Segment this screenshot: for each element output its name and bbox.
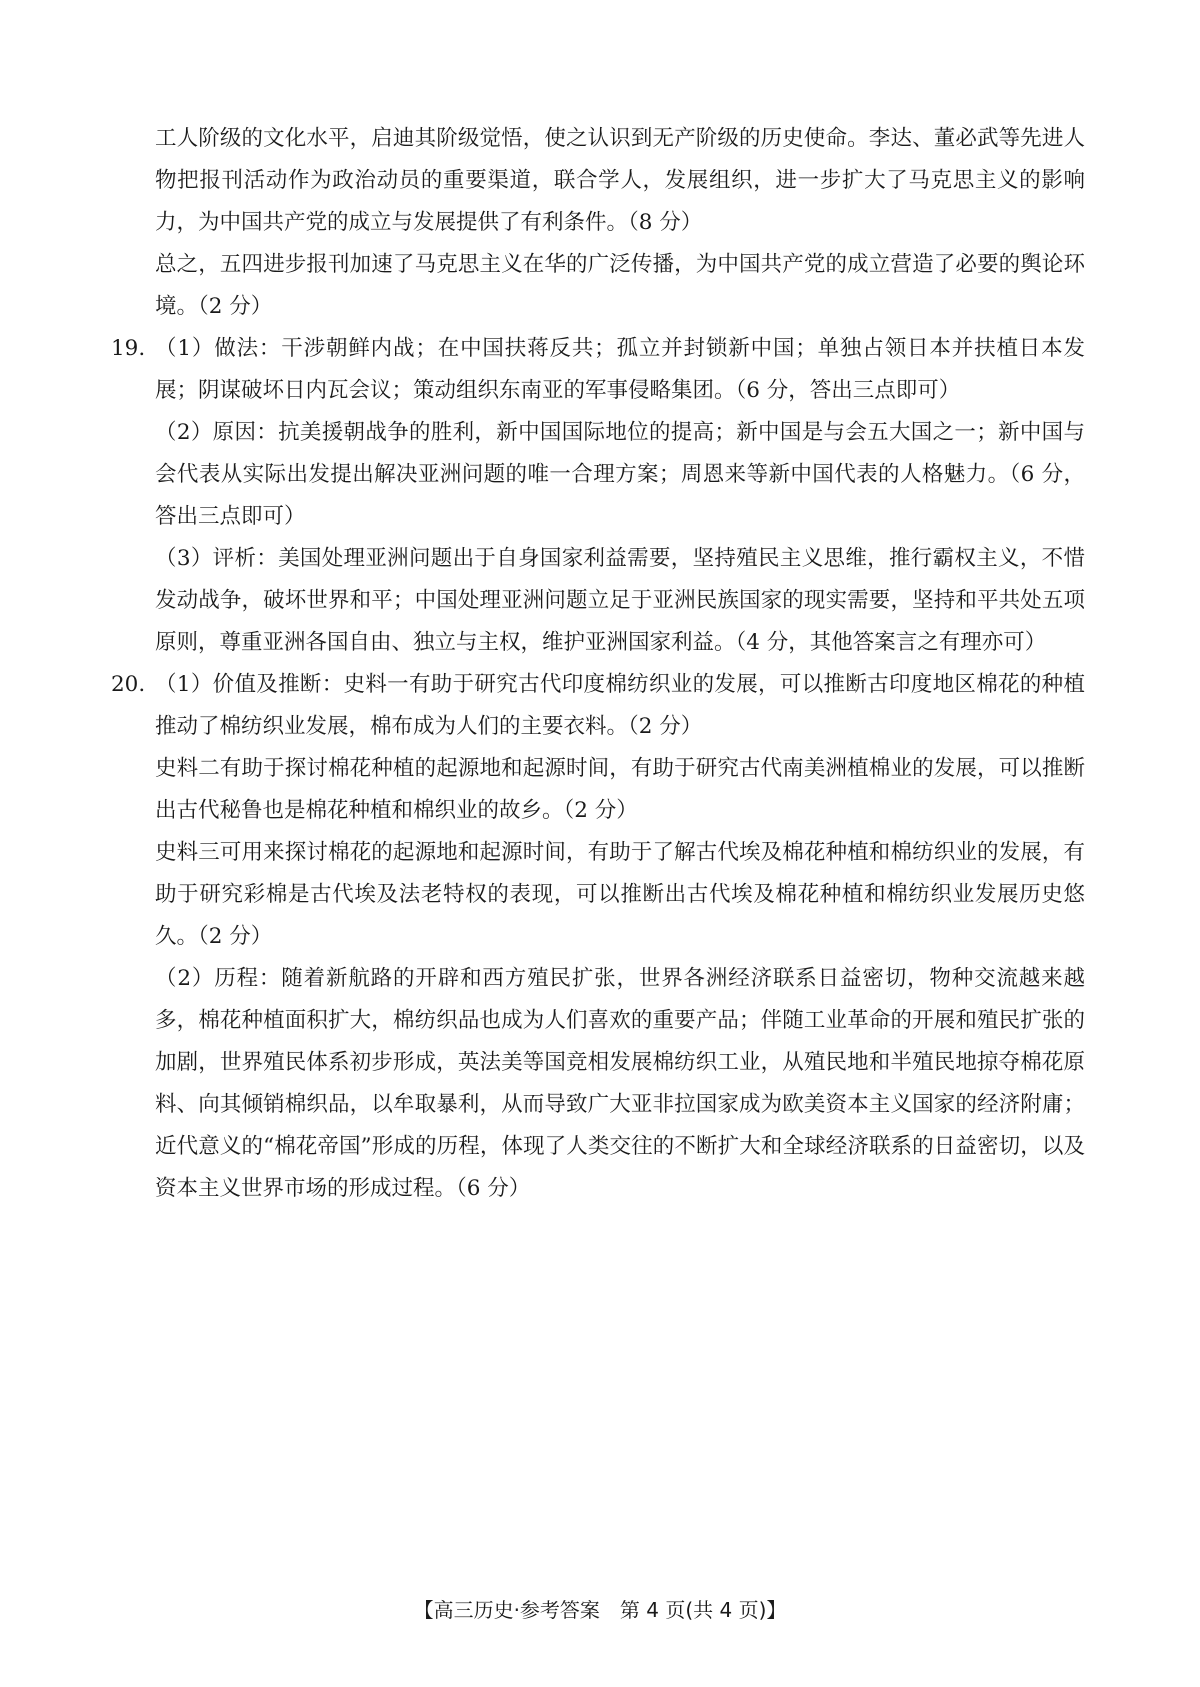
q19-answer-1: （1）做法：干涉朝鲜内战；在中国扶蒋反共；孤立并封锁新中国；单独占领日本并扶植日本发展；阴谋破坏日内瓦会议；策动组织东南亚的军事侵略集团。（6 分，答出三点即可） bbox=[155, 336, 1085, 403]
q19-answer-2: （2）原因：抗美援朝战争的胜利，新中国国际地位的提高；新中国是与会五大国之一；新中国与会代表从实际出发提出解决亚洲问题的唯一合理方案；周恩来等新中国代表的人格魅力。（6 分，答出三点即可） bbox=[155, 420, 1085, 529]
q20-answer-1-source-2: 史料二有助于探讨棉花种植的起源地和起源时间，有助于研究古代南美洲植棉业的发展，可以推断出古代秘鲁也是棉花种植和棉织业的故乡。（2 分） bbox=[155, 756, 1085, 823]
question-19-number: 19. bbox=[111, 336, 146, 361]
q20-answer-1-source-3: 史料三可用来探讨棉花的起源地和起源时间，有助于了解古代埃及棉花种植和棉纺织业的发展，有助于研究彩棉是古代埃及法老特权的表现，可以推断出古代埃及棉花种植和棉纺织业发展历史悠久。（2 分） bbox=[155, 840, 1085, 949]
question-20 bbox=[111, 664, 1085, 1210]
q20-answer-1: （1）价值及推断：史料一有助于研究古代印度棉纺织业的发展，可以推断古印度地区棉花的种植推动了棉纺织业发展，棉布成为人们的主要衣料。（2 分） bbox=[155, 672, 1085, 739]
q18-summary-paragraph: 总之，五四进步报刊加速了马克思主义在华的广泛传播，为中国共产党的成立营造了必要的舆论环境。（2 分） bbox=[155, 252, 1085, 319]
answer-content bbox=[111, 118, 1085, 1210]
page-footer: 【高三历史·参考答案 第 4 页(共 4 页)】 bbox=[413, 1598, 787, 1622]
question-20-number: 20. bbox=[111, 672, 146, 697]
q19-answer-3: （3）评析：美国处理亚洲问题出于自身国家利益需要，坚持殖民主义思维，推行霸权主义，不惜发动战争，破坏世界和平；中国处理亚洲问题立足于亚洲民族国家的现实需要，坚持和平共处五项原则，尊重亚洲各国自由、独立与主权，维护亚洲国家利益。（4 分，其他答案言之有理亦可） bbox=[155, 546, 1085, 655]
question-19 bbox=[111, 328, 1085, 664]
q18-continuation-paragraph: 工人阶级的文化水平，启迪其阶级觉悟，使之认识到无产阶级的历史使命。李达、董必武等先进人物把报刊活动作为政治动员的重要渠道，联合学人，发展组织，进一步扩大了马克思主义的影响力，为中国共产党的成立与发展提供了有利条件。（8 分） bbox=[155, 126, 1085, 235]
q20-answer-2: （2）历程：随着新航路的开辟和西方殖民扩张，世界各洲经济联系日益密切，物种交流越来越多，棉花种植面积扩大，棉纺织品也成为人们喜欢的重要产品；伴随工业革命的开展和殖民扩张的加剧，世界殖民体系初步形成，英法美等国竞相发展棉纺织工业，从殖民地和半殖民地掠夺棉花原料、向其倾销棉织品，以牟取暴利，从而导致广大亚非拉国家成为欧美资本主义国家的经济附庸；近代意义的“棉花帝国”形成的历程，体现了人类交往的不断扩大和全球经济联系的日益密切，以及资本主义世界市场的形成过程。（6 分） bbox=[155, 966, 1085, 1201]
